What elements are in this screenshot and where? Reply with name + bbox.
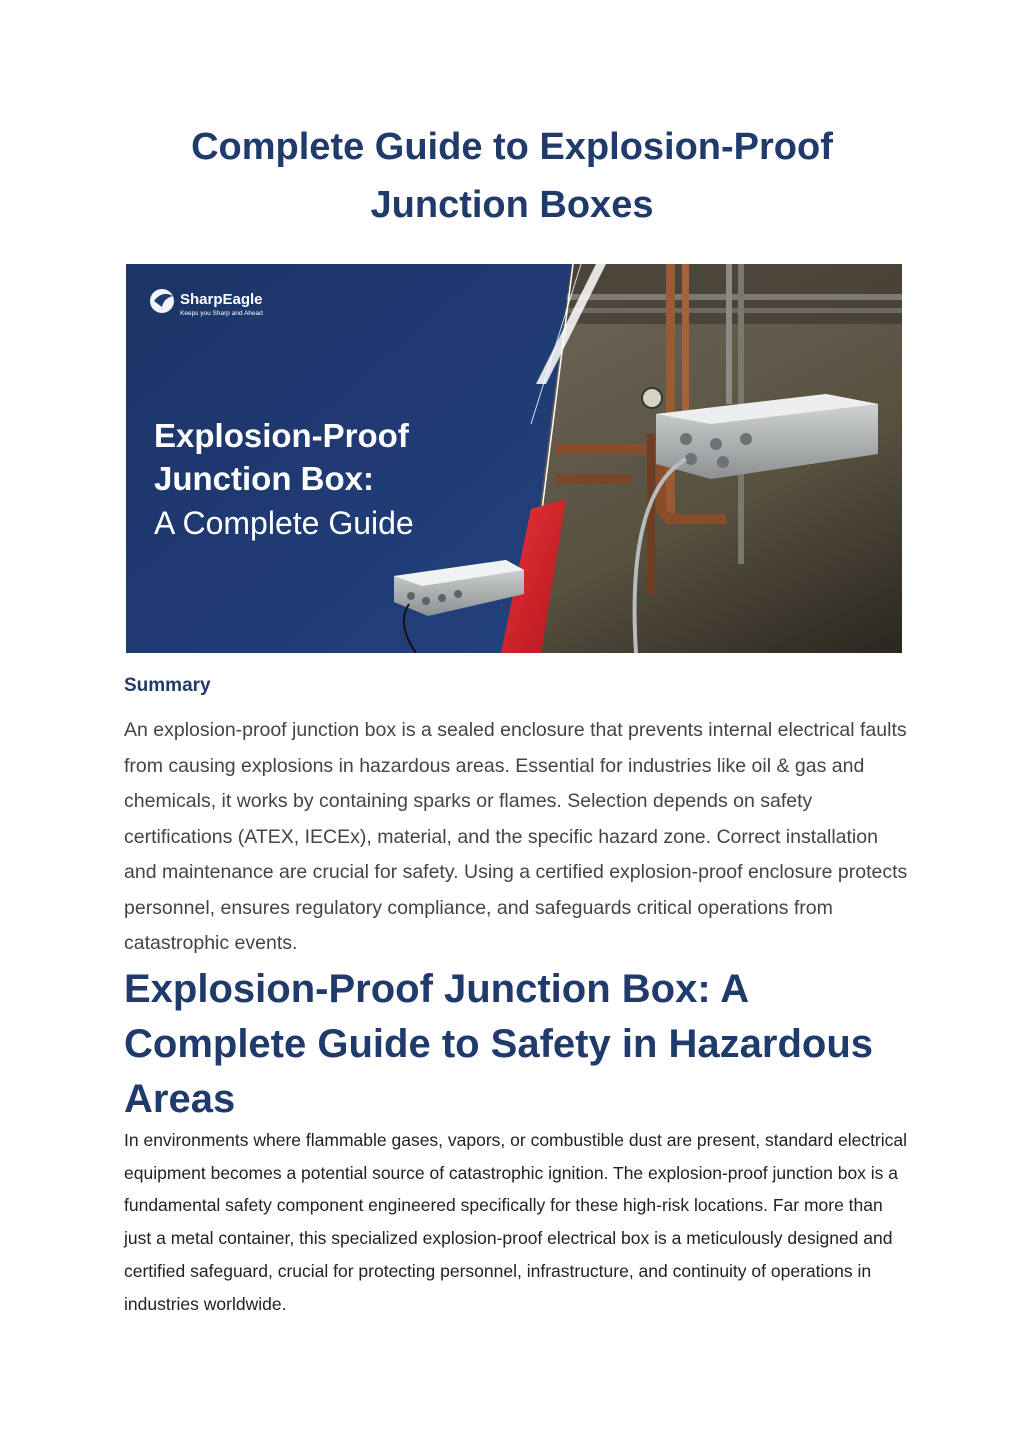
brand-tagline: Keeps you Sharp and Ahead <box>180 310 263 317</box>
hero-banner-image <box>126 264 902 653</box>
sharpeagle-logo-icon <box>150 289 174 313</box>
section-heading: Explosion-Proof Junction Box: A Complete Guide to Safety in Hazardous Areas <box>124 967 874 1121</box>
hero-headline-line-1: Explosion-Proof <box>154 417 409 454</box>
document-title <box>0 118 1024 234</box>
document-title-line-1: Complete Guide to Explosion-Proof <box>191 126 833 168</box>
section-paragraph: In environments where flammable gases, vapors, or combustible dust are present, standard electrical equipment becomes a potential source of catastrophic ignition. The explosion-proof junction box is a fundamental safety component engineered specifically for these high-risk locations. Far more than just a metal container, this specialized explosion-proof electrical box is a meticulously designed and certified safeguard, crucial for protecting personnel, infrastructure, and continuity of operations in industries worldwide. <box>124 1130 908 1314</box>
pressure-gauge <box>642 388 662 408</box>
copper-pipe <box>666 264 675 524</box>
brand-name: SharpEagle <box>180 291 263 308</box>
summary-label: Summary <box>124 675 211 696</box>
hero-headline-line-2: Junction Box: <box>154 460 374 497</box>
summary-text: An explosion-proof junction box is a sealed enclosure that prevents internal electrical faults from causing explosions in hazardous areas. Essential for industries like oil & gas and chemicals, it works by containing sparks or flames. Selection depends on safety certifications (ATEX, IECEx), material, and the specific hazard zone. Correct installation and maintenance are crucial for safety. Using a certified explosion-proof enclosure protects personnel, ensures regulatory compliance, and safeguards critical operations from catastrophic events. <box>124 719 908 954</box>
hero-headline-line-3: A Complete Guide <box>154 505 414 541</box>
document-title-line-2: Junction Boxes <box>370 184 654 226</box>
